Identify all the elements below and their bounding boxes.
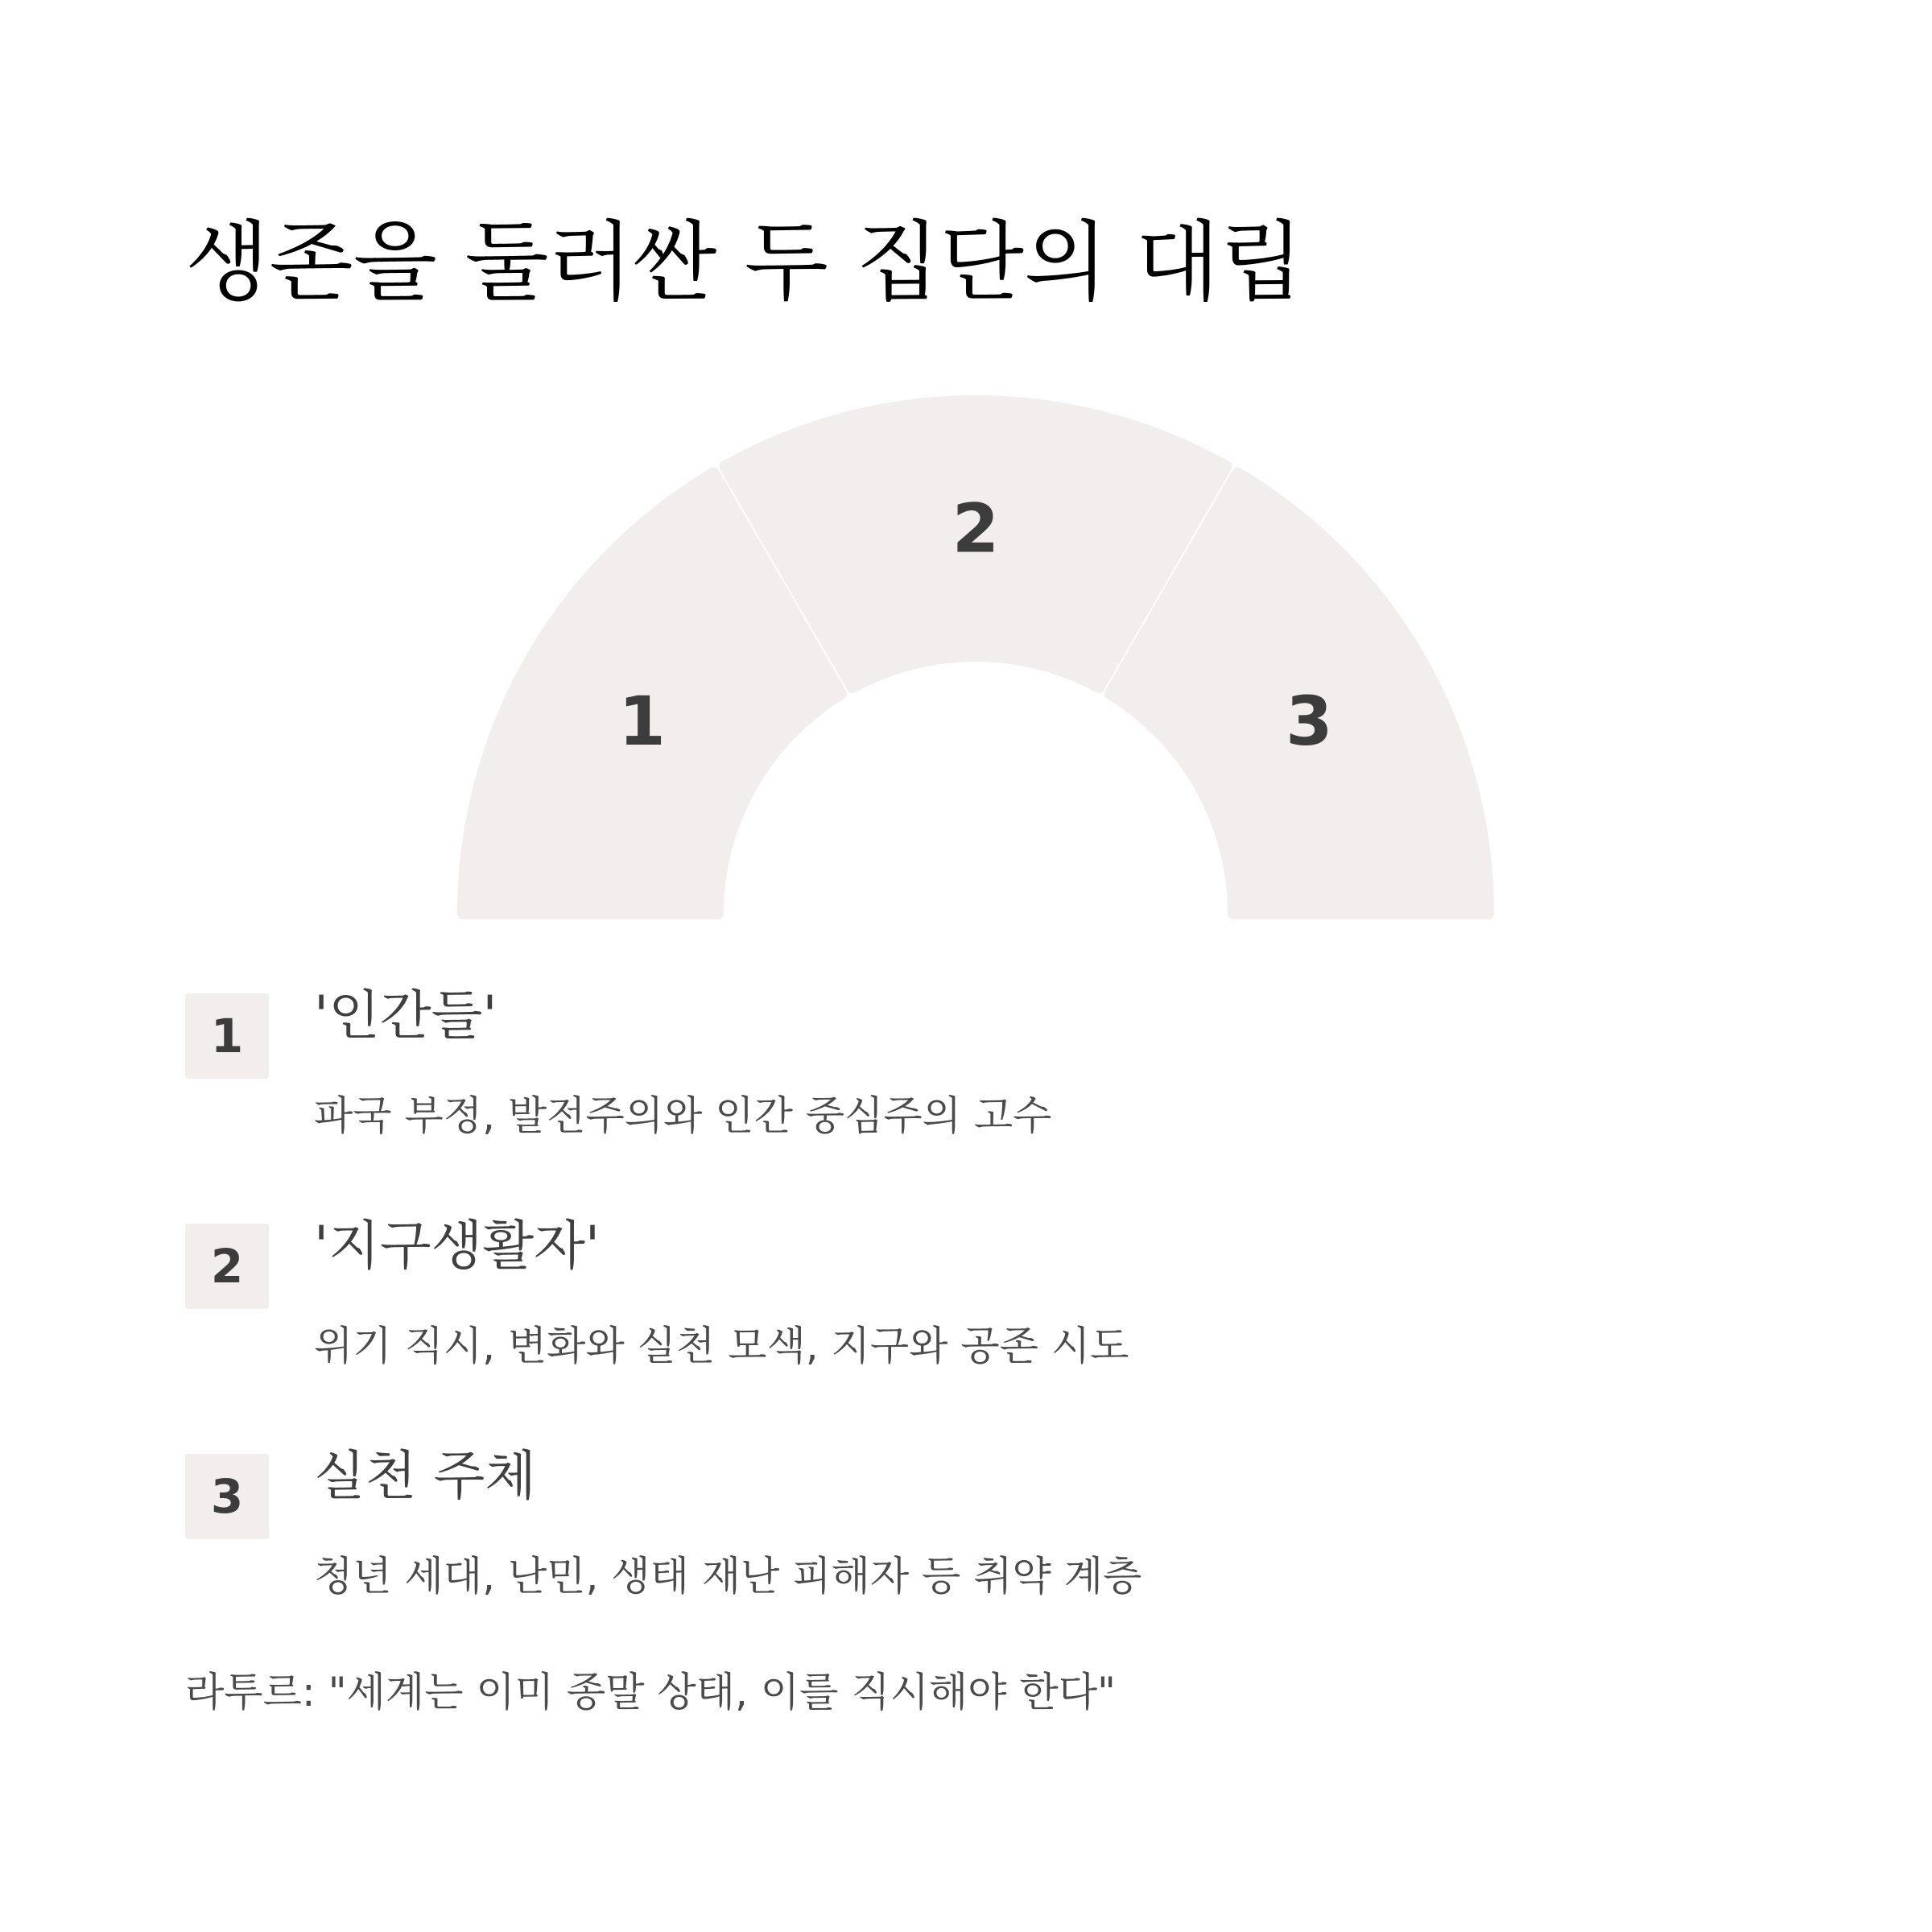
- item-number-badge: 2: [185, 1224, 269, 1309]
- arc-segment-label-3: 3: [1286, 681, 1333, 761]
- list-item-1: [185, 985, 1795, 1187]
- list-item-2: [185, 1215, 1795, 1417]
- item-description: 파국 부정, 발전주의와 인간 중심주의 고수: [314, 1092, 1052, 1139]
- page-title: 생존을 둘러싼 두 집단의 대립: [185, 213, 1304, 313]
- item-number-badge: 3: [185, 1454, 269, 1539]
- list-item-3: [185, 1445, 1795, 1647]
- quote-text: 라투르: "세계는 이미 종말 상태, 이를 직시해야 한다": [185, 1669, 1116, 1715]
- item-title: '지구생활자': [314, 1215, 601, 1277]
- arc-segment-label-2: 2: [952, 489, 1000, 568]
- item-description: 위기 직시, 변화와 실천 모색, 지구와 공존 시도: [314, 1323, 1129, 1369]
- item-title: '인간들': [314, 985, 497, 1046]
- item-description: 청년 세대, 난민, 생태 재난 피해자 등 취약 계층: [314, 1553, 1142, 1600]
- arc-segment-label-1: 1: [618, 681, 666, 761]
- item-title: 실천 주체: [314, 1445, 537, 1507]
- item-number-badge: 1: [185, 993, 269, 1079]
